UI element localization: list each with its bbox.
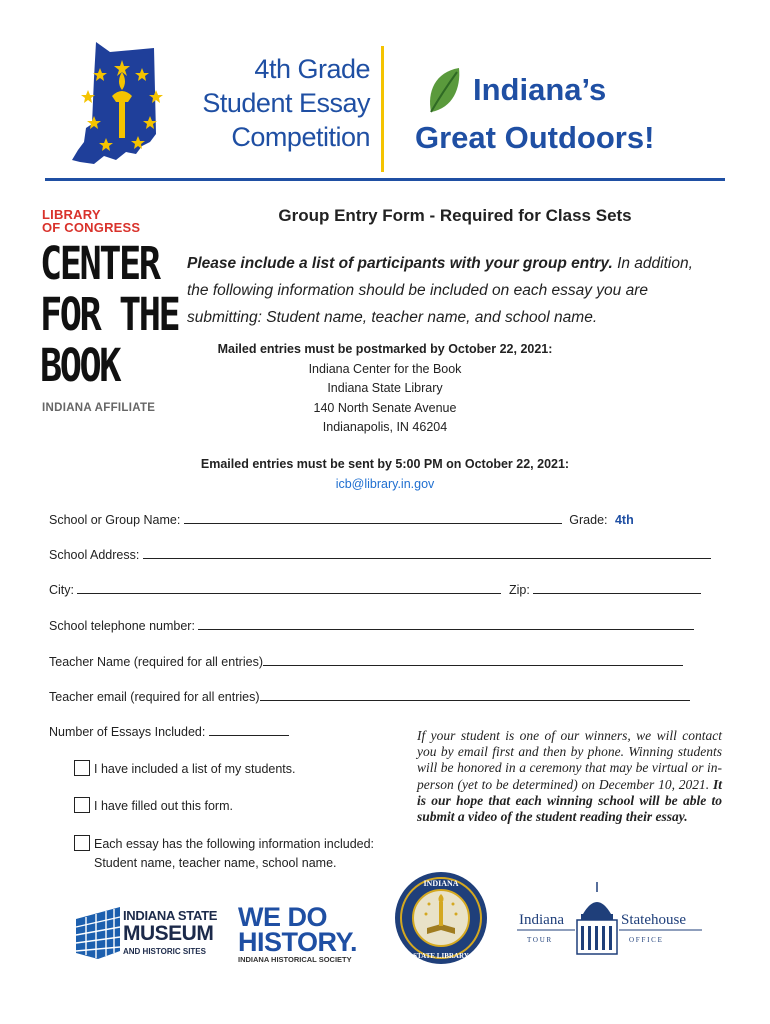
checkbox-label: I have filled out this form. <box>94 799 233 813</box>
cfb-line: CENTER <box>40 237 159 290</box>
seal-text-top: INDIANA <box>423 879 459 888</box>
mail-address-line: Indiana Center for the Book <box>308 361 462 376</box>
intro-paragraph <box>187 250 717 331</box>
header-divider <box>381 46 384 172</box>
school-group-field[interactable] <box>184 510 562 524</box>
museum-logo-line: MUSEUM <box>123 922 214 945</box>
address-label: School Address: <box>49 548 140 562</box>
competition-title <box>175 52 370 154</box>
city-field[interactable] <box>77 580 501 594</box>
wedo-line: HISTORY. <box>238 927 358 957</box>
teacher-name-field[interactable] <box>263 652 683 666</box>
student-list-checkbox[interactable] <box>74 760 90 776</box>
statehouse-tour: T O U R <box>527 936 552 944</box>
checkbox-label: I have included a list of my students. <box>94 762 296 776</box>
grade-value: 4th <box>614 513 634 527</box>
form-title: Group Entry Form - Required for Class Sets <box>278 206 632 225</box>
winner-note <box>417 728 722 825</box>
essay-info-checkbox[interactable] <box>74 835 90 851</box>
teacher-name-label: Teacher Name (required for all entries) <box>49 655 263 669</box>
email-heading: Emailed entries must be sent by 5:00 PM on October 22, 2021: <box>200 457 570 471</box>
telephone-label: School telephone number: <box>49 619 195 633</box>
num-essays-label: Number of Essays Included: <box>49 725 206 739</box>
competition-title-line: Student Essay <box>202 88 370 118</box>
theme-title <box>415 66 715 162</box>
center-for-the-book-logo <box>40 238 178 391</box>
teacher-email-label: Teacher email (required for all entries) <box>49 690 260 704</box>
winner-note-text: If your student is one of our winners, we will contact you by email first and then by phone. Winning students will be honored in a ceremony that may be virtual or in-person (yet to be determined) on December 10, 2021. <box>417 728 722 792</box>
museum-logo-line: AND HISTORIC SITES <box>123 947 206 956</box>
telephone-row <box>49 616 694 633</box>
competition-title-line: Competition <box>231 122 370 152</box>
checkbox-row <box>74 797 233 816</box>
cfb-line: BOOK <box>40 339 120 392</box>
city-zip-row <box>49 580 701 597</box>
intro-rest: In addition, the following information should be included on each essay you are submitting: Student name, teacher name, and school name. <box>187 255 693 326</box>
statehouse-office: O F F I C E <box>629 936 662 944</box>
indiana-statehouse-tour-logo <box>517 880 702 960</box>
checkbox-label: Each essay has the following information included: <box>94 837 375 851</box>
winner-note-bold: It is our hope that each winning school will be able to submit a video of the student reading their essay. <box>417 776 722 825</box>
city-label: City: <box>49 583 74 597</box>
grade-label: Grade: <box>569 513 608 527</box>
form-complete-checkbox[interactable] <box>74 797 90 813</box>
mail-heading: Mailed entries must be postmarked by October 22, 2021: <box>217 342 553 356</box>
zip-field[interactable] <box>533 580 701 594</box>
wedo-line: INDIANA HISTORICAL SOCIETY <box>238 955 352 964</box>
museum-grid-icon <box>74 905 122 960</box>
cfb-line: FOR THE <box>40 288 179 341</box>
mail-address-line: Indianapolis, IN 46204 <box>322 420 448 434</box>
teacher-email-field[interactable] <box>260 687 690 701</box>
indiana-state-library-seal <box>393 870 489 966</box>
zip-label: Zip: <box>508 583 530 597</box>
statehouse-word-1: Indiana <box>519 912 564 928</box>
teacher-email-row <box>49 687 690 704</box>
seal-text-bottom: STATE LIBRARY <box>413 952 469 960</box>
school-group-row <box>49 510 634 527</box>
address-field[interactable] <box>143 545 711 559</box>
num-essays-row <box>49 722 289 739</box>
address-row <box>49 545 711 562</box>
competition-title-line: 4th Grade <box>254 54 370 84</box>
statehouse-word-2: Statehouse <box>621 912 686 928</box>
teacher-name-row <box>49 652 683 669</box>
wedo-line: WE DO <box>238 902 327 932</box>
intro-bold: Please include a list of participants with your group entry. <box>187 255 613 272</box>
cfb-affiliate-label: INDIANA AFFILIATE <box>42 402 156 414</box>
email-instructions <box>120 455 650 494</box>
checkbox-label-line2: Student name, teacher name, school name. <box>94 856 337 870</box>
email-link[interactable]: icb@library.in.gov <box>335 476 435 491</box>
num-essays-field[interactable] <box>209 722 289 736</box>
checkbox-row <box>74 760 296 779</box>
library-of-congress-wordmark <box>42 208 140 234</box>
we-do-history-logo <box>238 902 358 965</box>
loc-line: OF CONGRESS <box>42 220 141 235</box>
indiana-state-map-logo <box>70 38 180 168</box>
checkbox-row <box>74 835 374 873</box>
theme-title-line: Great Outdoors! <box>415 120 655 155</box>
indiana-state-museum-logo <box>123 908 217 959</box>
mail-instructions <box>190 340 580 438</box>
loc-line: LIBRARY <box>42 207 101 222</box>
theme-title-line: Indiana’s <box>473 72 607 107</box>
mail-address-line: Indiana State Library <box>327 381 443 395</box>
mail-address-line: 140 North Senate Avenue <box>313 400 457 415</box>
telephone-field[interactable] <box>198 616 694 630</box>
museum-logo-line: INDIANA STATE <box>123 908 218 923</box>
header-rule <box>45 178 725 181</box>
school-group-label: School or Group Name: <box>49 513 181 527</box>
